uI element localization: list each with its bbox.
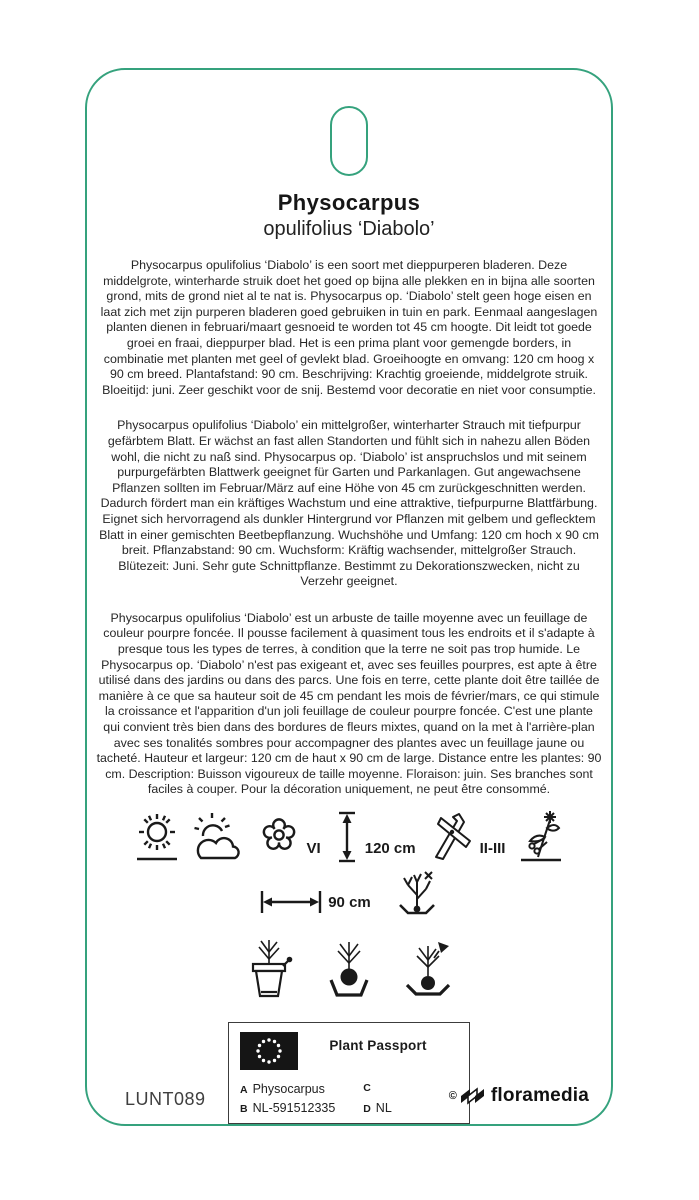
care-icons-row (87, 810, 611, 864)
description-french: Physocarpus opulifolius ‘Diabolo’ est un arbuste de taille moyenne avec un feuillage de couleur pourpre foncée. Il pousse facilement à quasiment tous les endroits et il s'adapte à presque tous les types de terres, à condition que la terre ne soit pas trop humide. Le Physocarpus op. ‘Diabolo’ n'est pas exigeant et, avec ses feuilles pourpres, est apte à être utilisé dans des jardins ou dans des parcs. Une fois en terre, cette plante doit être taillée de manière à ce que sa hauteur soit de 45 cm pendant les mois de février/mars, ce qui stimule la croissance et l'apparition d'un joli feuillage de couleur pourpre foncée. C'est une plante qui convient très bien dans des bordures de fleurs mixtes, quand on la met à l'arrière-plan avec ses tonalités sombres pour accompagner des plantes avec un feuillage jaune ou tacheté. Hauteur et largeur: 120 cm de haut x 90 cm de large. Distance entre les plantes: 90 cm. Description: Buisson vigoureux de taille moyenne. Floraison: juin. Ses branches sont faciles à couper. Pour la décoration uniquement, ne peut être consommé. (96, 610, 602, 797)
full-sun-icon (134, 810, 180, 864)
flowering-group (256, 810, 321, 864)
passport-field-b: B NL-591512335 (240, 1101, 336, 1115)
floramedia-logo (449, 1085, 589, 1107)
flower-icon (256, 810, 302, 864)
height-arrow-icon (334, 810, 360, 864)
passport-field-d: D NL (363, 1101, 392, 1115)
pruning-shrub-icon (395, 868, 439, 918)
plant-label-card (85, 68, 613, 1126)
pruning-period-label: II-III (479, 840, 506, 857)
spacing-icons-row (87, 868, 611, 918)
partial-shade-icon (193, 810, 243, 864)
planting-instruction-icons (87, 934, 611, 1008)
product-code: LUNT089 (125, 1089, 206, 1109)
height-group (334, 810, 416, 864)
floramedia-leaf-icon (460, 1087, 488, 1105)
passport-field-a: A Physocarpus (240, 1082, 325, 1096)
eu-flag-icon (240, 1032, 298, 1070)
root-ball-icon (321, 934, 377, 1008)
planting-icon (401, 934, 457, 1008)
plant-passport-box (228, 1022, 470, 1124)
width-group (259, 884, 371, 918)
bloom-month-label: VI (306, 840, 321, 857)
description-german: Physocarpus opulifolius ‘Diabolo’ ein mittelgroßer, winterharter Strauch mit tiefpurpur gefärbtem Blatt. Er wächst an fast allen Standorten und fühlt sich in nahezu allen Böden wohl, die nicht zu naß sind. Physocarpus op. ‘Diabolo’ ist anspruchslos und mit seinem purpurgefärbten Blattwerk geeignet für Garten und Parkanlagen. Gut angewachsene Pflanzen sollten im Februar/März auf eine Höhe von 45 cm zurückgeschnitten werden. Dadurch fördert man ein kräftiges Wachstum und eine attraktive, tiefpurpurne Blattfärbung. Eignet sich hervorragend als dunkler Hintergrund vor Pflanzen mit gelbem und geflecktem Blatt in einer gemischten Beetbepflanzung. Wuchshöhe und Umfang: 120 cm hoch x 90 cm breit. Pflanzabstand: 90 cm. Wuchsform: Kräftig wachsender, mittelgroßer Strauch. Blütezeit: Juni. Sehr gute Schnittpflanze. Bestimmt zu Dekorationszwecken, nicht zu Verzehr geeignet. (99, 418, 599, 589)
passport-title: Plant Passport (329, 1038, 427, 1053)
brand-name: floramedia (490, 1085, 589, 1106)
hanging-hole-cutout (330, 106, 368, 176)
passport-field-c: C (363, 1082, 371, 1094)
height-label: 120 cm (364, 840, 416, 857)
cut-flower-icon (518, 810, 564, 864)
plant-title: Physocarpus (277, 190, 421, 215)
description-dutch: Physocarpus opulifolius ‘Diabolo’ is een soort met dieppurperen bladeren. Deze middelgrote, winterharde struik doet het goed op bijna alle plekken en in bijna alle soorten grond, mits de grond niet al te nat is. Physocarpus op. ‘Diabolo’ stelt geen hoge eisen en laat zich met zijn purperen bladeren goed gebruiken in tuin en park. Eenmaal aangeslagen planten dienen in februari/maart gesnoeid te worden tot 45 cm hoogte. Dit leidt tot goede groei en fraai, dieppurper blad. Het is een prima plant voor gemengde borders, in combinatie met planten met geel of gevlekt blad. Groeihoogte en omvang: 120 cm hoog x 90 cm breed. Plantafstand: 90 cm. Beschrijving: Krachtig groeiende, middelgrote struik. Bloeitijd: juni. Zeer geschikt voor de snij. Bestemd voor decoratie en niet voor consumptie. (100, 258, 598, 397)
pruning-group (429, 810, 506, 864)
pot-removal-icon (241, 934, 297, 1008)
plant-subtitle: opulifolius ‘Diabolo’ (263, 218, 435, 240)
copyright-icon: © (448, 1090, 457, 1102)
pruning-shears-icon (429, 810, 475, 864)
width-arrow-icon (259, 884, 323, 918)
width-label: 90 cm (328, 894, 371, 911)
